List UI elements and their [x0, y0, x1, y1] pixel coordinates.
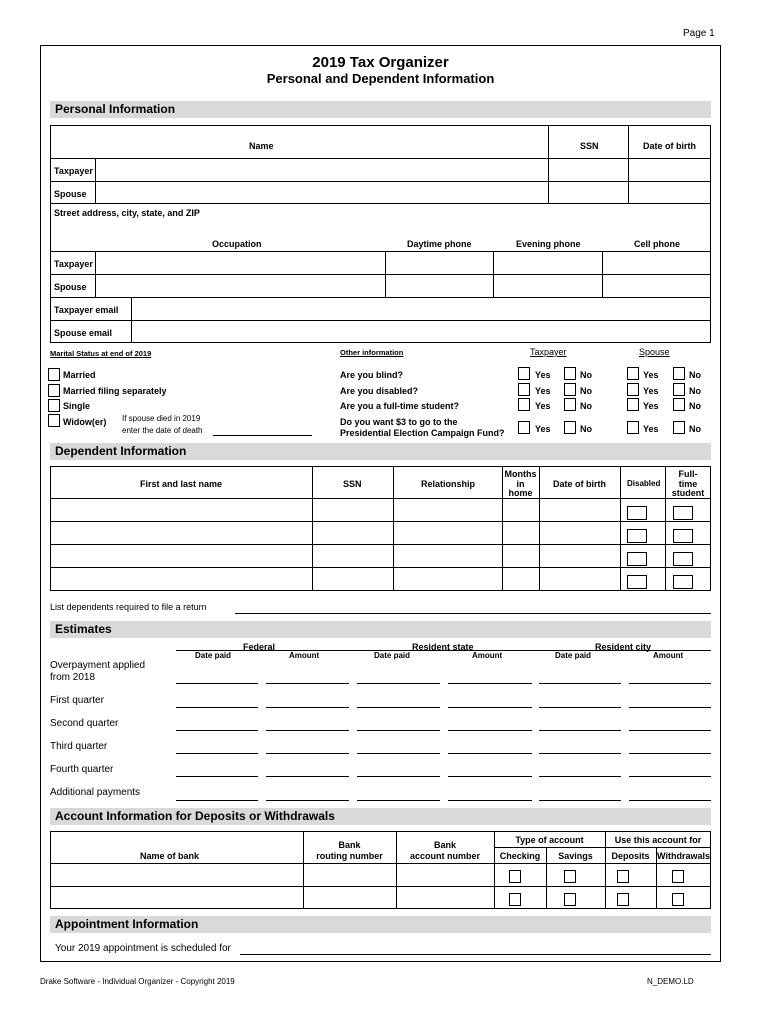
est-state-amount-field[interactable]	[448, 707, 532, 708]
section-estimates: Estimates	[50, 621, 711, 638]
dep3-disabled-checkbox[interactable]	[627, 552, 647, 566]
tp-campaign-yes-checkbox[interactable]	[518, 421, 530, 434]
section-personal: Personal Information	[50, 101, 711, 118]
question-blind: Are you blind?	[340, 370, 403, 380]
spouse-heading: Spouse	[639, 347, 670, 357]
dep-col-months-2: in	[516, 479, 525, 489]
yes-label: Yes	[535, 401, 551, 411]
no-label: No	[580, 424, 592, 434]
col-daytime-phone: Daytime phone	[407, 239, 472, 249]
est-fed-amount-field[interactable]	[266, 753, 349, 754]
yes-label: Yes	[535, 424, 551, 434]
est-state-date-field[interactable]	[357, 776, 440, 777]
address-label: Street address, city, state, and ZIP	[54, 208, 200, 218]
est-city-amount-field[interactable]	[629, 776, 711, 777]
question-campaign-2: Presidential Election Campaign Fund?	[340, 428, 505, 438]
est-city-amount-field[interactable]	[629, 730, 711, 731]
question-disabled: Are you disabled?	[340, 386, 419, 396]
est-fed-amount-field[interactable]	[266, 707, 349, 708]
acct1-withdrawals-checkbox[interactable]	[672, 870, 684, 883]
est-state-date-field[interactable]	[357, 753, 440, 754]
acct2-savings-checkbox[interactable]	[564, 893, 576, 906]
acct2-withdrawals-checkbox[interactable]	[672, 893, 684, 906]
tp-student-no-checkbox[interactable]	[564, 398, 576, 411]
married-checkbox[interactable]	[48, 368, 60, 381]
appointment-field[interactable]	[240, 954, 711, 955]
dep-col-disabled: Disabled	[627, 479, 661, 488]
row-taxpayer: Taxpayer	[54, 166, 93, 176]
married-separately-label: Married filing separately	[63, 386, 167, 396]
est-row-first: First quarter	[50, 695, 104, 706]
file-return-label: List dependents required to file a return	[50, 602, 207, 612]
est-state-date-field[interactable]	[357, 730, 440, 731]
est-fed-amount-field[interactable]	[266, 776, 349, 777]
est-fed-date-field[interactable]	[176, 776, 258, 777]
acct-col-routing-2: routing number	[316, 851, 383, 861]
dep2-fulltime-checkbox[interactable]	[673, 529, 693, 543]
est-resident-city: Resident city	[595, 642, 652, 652]
section-dependent: Dependent Information	[50, 443, 711, 460]
question-campaign-1: Do you want $3 to go to the	[340, 417, 458, 427]
est-row-additional: Additional payments	[50, 787, 141, 798]
occupation-taxpayer-label: Taxpayer	[54, 259, 93, 269]
widow-label: Widow(er)	[63, 417, 107, 427]
est-state-amount-field[interactable]	[448, 800, 532, 801]
acct-withdrawals: Withdrawals	[657, 851, 710, 861]
col-dob: Date of birth	[643, 141, 696, 151]
est-federal: Federal	[243, 642, 276, 652]
marital-heading: Marital Status at end of 2019	[50, 349, 152, 358]
occupation-spouse-label: Spouse	[54, 282, 87, 292]
est-fed-date-paid: Date paid	[195, 651, 232, 660]
est-state-date-field[interactable]	[357, 683, 440, 684]
est-fed-date-field[interactable]	[176, 730, 258, 731]
dep-col-months-1: Months	[504, 469, 537, 479]
section-appointment: Appointment Information	[50, 916, 711, 933]
tp-blind-yes-checkbox[interactable]	[518, 367, 530, 380]
est-state-date-field[interactable]	[357, 800, 440, 801]
acct-col-account-1: Bank	[433, 840, 456, 850]
acct-type-heading: Type of account	[515, 835, 584, 845]
est-state-amount-field[interactable]	[448, 730, 532, 731]
est-city-date-field[interactable]	[539, 753, 621, 754]
yes-label: Yes	[535, 386, 551, 396]
file-return-field[interactable]	[235, 613, 711, 614]
dep-col-fulltime-1: Full-	[678, 469, 698, 479]
yes-label: Yes	[643, 424, 659, 434]
sp-campaign-yes-checkbox[interactable]	[627, 421, 639, 434]
est-fed-amount-field[interactable]	[266, 800, 349, 801]
est-city-date-field[interactable]	[539, 800, 621, 801]
tp-disabled-no-checkbox[interactable]	[564, 383, 576, 396]
col-ssn: SSN	[580, 141, 599, 151]
col-name: Name	[249, 141, 274, 151]
col-evening-phone: Evening phone	[516, 239, 581, 249]
acct2-checking-checkbox[interactable]	[509, 893, 521, 906]
est-city-date-field[interactable]	[539, 707, 621, 708]
est-row-fourth: Fourth quarter	[50, 764, 114, 775]
dep-col-ssn: SSN	[343, 479, 362, 489]
no-label: No	[689, 370, 701, 380]
dep-col-fulltime-3: student	[671, 488, 705, 498]
est-state-amount-field[interactable]	[448, 753, 532, 754]
tp-disabled-yes-checkbox[interactable]	[518, 383, 530, 396]
page-title: 2019 Tax Organizer	[312, 54, 449, 71]
est-fed-date-field[interactable]	[176, 800, 258, 801]
single-checkbox[interactable]	[48, 399, 60, 412]
sp-blind-no-checkbox[interactable]	[673, 367, 685, 380]
no-label: No	[689, 424, 701, 434]
sp-disabled-yes-checkbox[interactable]	[627, 383, 639, 396]
est-city-amount-field[interactable]	[629, 800, 711, 801]
est-city-amount-field[interactable]	[629, 707, 711, 708]
col-cell-phone: Cell phone	[634, 239, 681, 249]
acct1-savings-checkbox[interactable]	[564, 870, 576, 883]
dep1-disabled-checkbox[interactable]	[627, 506, 647, 520]
footer-copyright: Drake Software - Individual Organizer - Copyright 2019	[40, 977, 235, 986]
dep1-fulltime-checkbox[interactable]	[673, 506, 693, 520]
page-number: Page 1	[683, 28, 715, 39]
widow-checkbox[interactable]	[48, 414, 60, 427]
single-label: Single	[63, 401, 91, 411]
est-row-overpayment-2: from 2018	[50, 672, 96, 683]
est-fed-amount-field[interactable]	[266, 730, 349, 731]
est-city-date-field[interactable]	[539, 730, 621, 731]
spouse-email-label: Spouse email	[54, 328, 113, 338]
est-fed-date-field[interactable]	[176, 707, 258, 708]
yes-label: Yes	[643, 386, 659, 396]
widow-note-2: enter the date of death	[122, 426, 203, 435]
dep-col-name: First and last name	[140, 479, 223, 489]
sp-campaign-no-checkbox[interactable]	[673, 421, 685, 434]
yes-label: Yes	[643, 370, 659, 380]
col-occupation: Occupation	[212, 239, 262, 249]
married-separately-checkbox[interactable]	[48, 384, 60, 397]
footer-code: N_DEMO.LD	[647, 977, 694, 986]
appointment-label: Your 2019 appointment is scheduled for	[55, 943, 231, 954]
est-state-amount-field[interactable]	[448, 776, 532, 777]
sp-student-no-checkbox[interactable]	[673, 398, 685, 411]
yes-label: Yes	[643, 401, 659, 411]
dep4-fulltime-checkbox[interactable]	[673, 575, 693, 589]
dep2-disabled-checkbox[interactable]	[627, 529, 647, 543]
question-student: Are you a full-time student?	[340, 401, 460, 411]
no-label: No	[580, 370, 592, 380]
sp-student-yes-checkbox[interactable]	[627, 398, 639, 411]
est-fed-amount-field[interactable]	[266, 683, 349, 684]
est-row-third: Third quarter	[50, 741, 108, 752]
acct-savings: Savings	[558, 851, 593, 861]
est-city-date-field[interactable]	[539, 683, 621, 684]
acct1-checking-checkbox[interactable]	[509, 870, 521, 883]
acct-col-routing-1: Bank	[338, 840, 361, 850]
no-label: No	[689, 386, 701, 396]
no-label: No	[580, 386, 592, 396]
est-row-second: Second quarter	[50, 718, 119, 729]
sp-disabled-no-checkbox[interactable]	[673, 383, 685, 396]
sp-blind-yes-checkbox[interactable]	[627, 367, 639, 380]
page-subtitle: Personal and Dependent Information	[266, 71, 495, 86]
yes-label: Yes	[535, 370, 551, 380]
no-label: No	[689, 401, 701, 411]
est-city-amount-field[interactable]	[629, 753, 711, 754]
dep-col-relationship: Relationship	[421, 479, 476, 489]
row-spouse: Spouse	[54, 189, 87, 199]
acct-col-account-2: account number	[409, 851, 480, 861]
est-city-date-field[interactable]	[539, 776, 621, 777]
est-state-date-field[interactable]	[357, 707, 440, 708]
other-info-heading: Other information	[340, 348, 404, 357]
est-fed-date-field[interactable]	[176, 753, 258, 754]
est-state-date-paid: Date paid	[374, 651, 411, 660]
dep-col-fulltime-2: time	[678, 479, 698, 489]
dep3-fulltime-checkbox[interactable]	[673, 552, 693, 566]
est-city-amount-field[interactable]	[629, 683, 711, 684]
est-row-overpayment: Overpayment applied	[50, 660, 146, 671]
est-state-amount-field[interactable]	[448, 683, 532, 684]
date-of-death-field[interactable]	[213, 435, 312, 436]
married-label: Married	[63, 370, 96, 380]
tp-student-yes-checkbox[interactable]	[518, 398, 530, 411]
dep-col-months-3: home	[508, 488, 533, 498]
est-fed-date-field[interactable]	[176, 683, 258, 684]
dep-col-dob: Date of birth	[553, 479, 606, 489]
taxpayer-heading: Taxpayer	[530, 347, 567, 357]
acct-col-bank: Name of bank	[140, 851, 200, 861]
acct-checking: Checking	[499, 851, 541, 861]
taxpayer-email-label: Taxpayer email	[54, 305, 119, 315]
tp-campaign-no-checkbox[interactable]	[564, 421, 576, 434]
est-city-amount: Amount	[653, 651, 684, 660]
section-account: Account Information for Deposits or Withdrawals	[50, 808, 711, 825]
acct-deposits: Deposits	[611, 851, 650, 861]
no-label: No	[580, 401, 592, 411]
est-resident-state: Resident state	[412, 642, 474, 652]
widow-note-1: If spouse died in 2019	[122, 414, 201, 423]
dep4-disabled-checkbox[interactable]	[627, 575, 647, 589]
acct2-deposits-checkbox[interactable]	[617, 893, 629, 906]
est-state-amount: Amount	[472, 651, 503, 660]
acct-use-heading: Use this account for	[614, 835, 702, 845]
est-city-date-paid: Date paid	[555, 651, 592, 660]
acct1-deposits-checkbox[interactable]	[617, 870, 629, 883]
tp-blind-no-checkbox[interactable]	[564, 367, 576, 380]
est-fed-amount: Amount	[289, 651, 320, 660]
